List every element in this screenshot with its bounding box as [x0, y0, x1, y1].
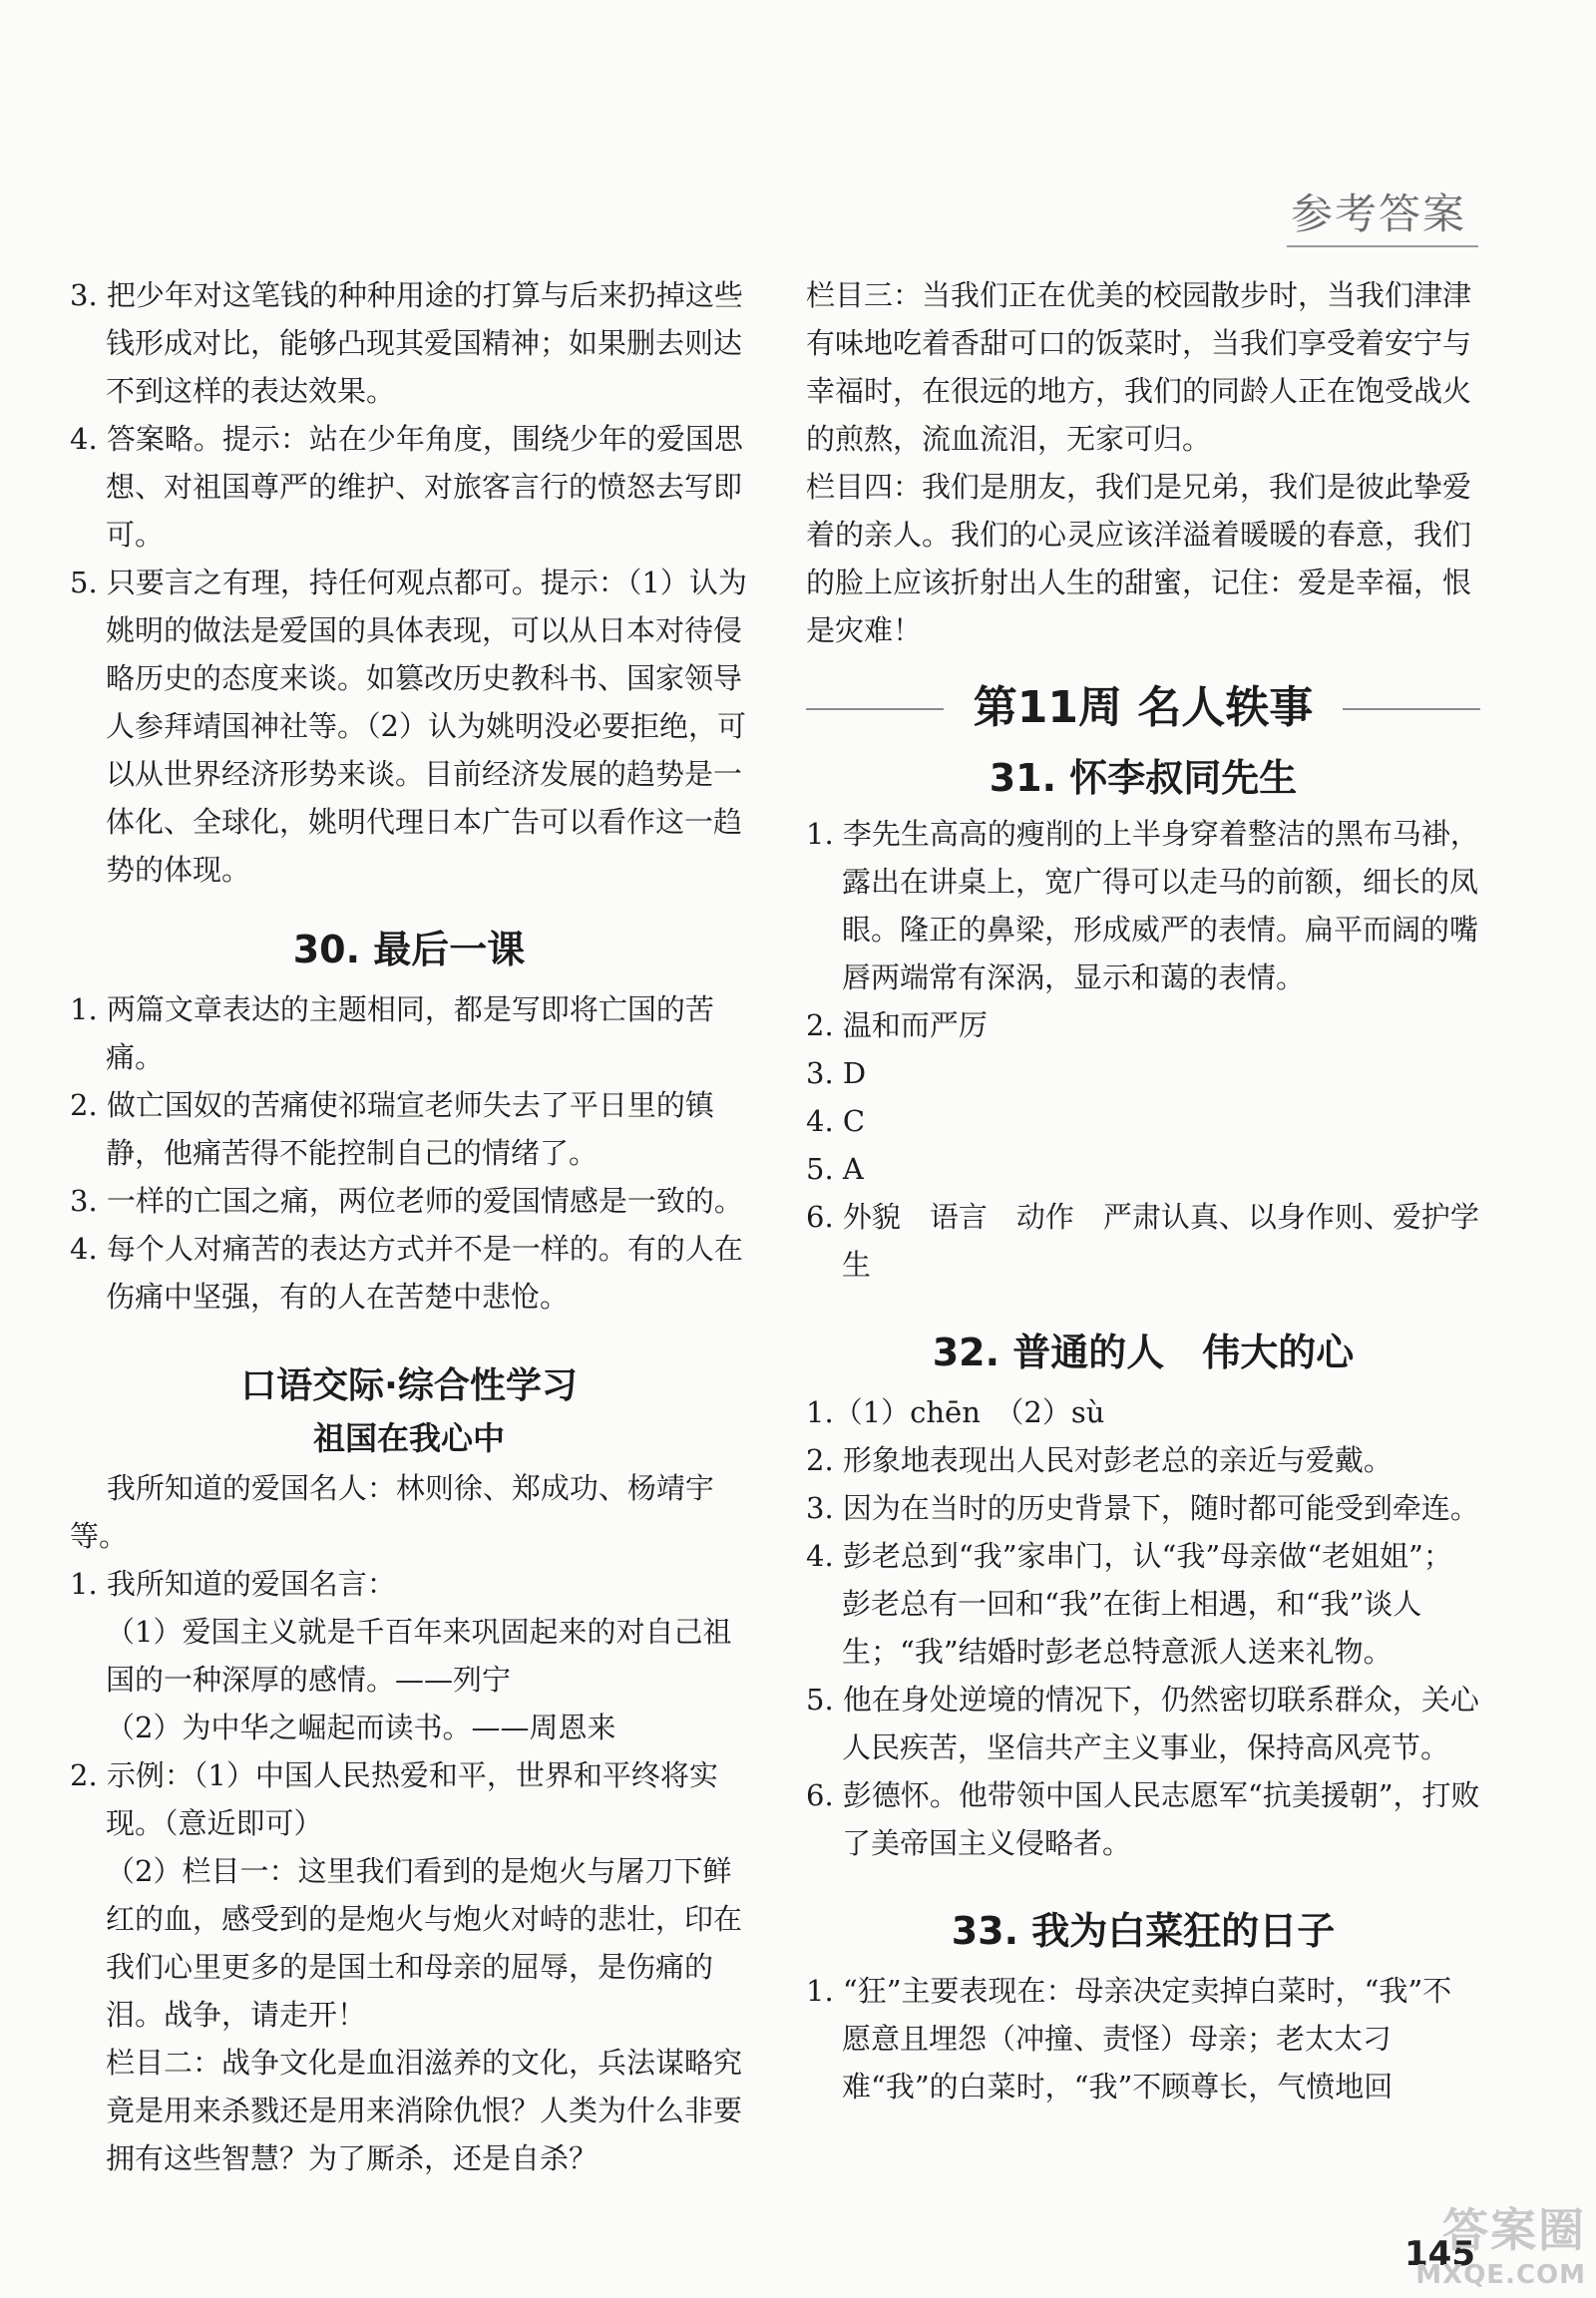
section-heading: 口语交际·综合性学习: [240, 1365, 578, 1406]
right-column: [806, 271, 1480, 2110]
answer-item: 栏目三：当我们正在优美的校园散步时，当我们津津有味地吃着香甜可口的饭菜时，当我们享受着安宁与幸福时，在很远的地方，我们的同龄人正在饱受战火的煎熬，流血流泪，无家可归。: [806, 278, 1472, 456]
answer-item: 5. 只要言之有理，持任何观点都可。提示：（1）认为姚明的做法是爱国的具体表现，可以从日本对待侵略历史的态度来谈。如篡改历史教科书、国家领导人参拜靖国神社等。（2）认为姚明没必要拒绝，可以从世界经济形势来谈。目前经济发展的趋势是一体化、全球化，姚明代理日本广告可以看作这一趋势的体现。: [70, 566, 747, 887]
lesson-heading: 33. 我为白菜狂的日子: [951, 1909, 1336, 1953]
answer-item: 2. 温和而严厉: [806, 1008, 988, 1042]
answer-item: 我所知道的爱国名人：林则徐、郑成功、杨靖宇等。: [70, 1471, 714, 1553]
answer-item: 5. 他在身处逆境的情况下，仍然密切联系群众，关心人民疾苦，坚信共产主义事业，保持高风亮节。: [806, 1683, 1479, 1764]
answer-item: （1）爱国主义就是千百年来巩固起来的对自己祖国的一种深厚的感情。——列宁: [106, 1615, 732, 1697]
answer-item: 6. 外貌 语言 动作 严肃认真、以身作则、爱护学生: [806, 1200, 1479, 1282]
section-subheading: 祖国在我心中: [312, 1419, 505, 1457]
answer-item: 3. 把少年对这笔钱的种种用途的打算与后来扔掉这些钱形成对比，能够凸现其爱国精神；如果删去则达不到这样的表达效果。: [70, 278, 743, 408]
answer-item: 3. 一样的亡国之痛，两位老师的爱国情感是一致的。: [70, 1184, 743, 1218]
week-heading: [806, 670, 1480, 746]
answer-item: 3. 因为在当时的历史背景下，随时都可能受到牵连。: [806, 1491, 1479, 1525]
header-rule: [1287, 245, 1478, 247]
answer-item: 2. 做亡国奴的苦痛使祁瑞宣老师失去了平日里的镇静，他痛苦得不能控制自己的情绪了。: [70, 1088, 714, 1170]
watermark-logo: 答案圈: [1442, 2203, 1586, 2257]
left-column: [70, 271, 748, 2182]
answer-item: （2）栏目一：这里我们看到的是炮火与屠刀下鲜红的血，感受到的是炮火与炮火对峙的悲壮，印在我们心里更多的是国土和母亲的屈辱，是伤痛的泪。战争，请走开！: [106, 1854, 743, 2032]
answer-item: 6. 彭德怀。他带领中国人民志愿军“抗美援朝”，打败了美帝国主义侵略者。: [806, 1778, 1480, 1860]
answer-item: 4. 答案略。提示：站在少年角度，围绕少年的爱国思想、对祖国尊严的维护、对旅客言行的愤怒去写即可。: [70, 422, 743, 552]
answer-item: 4. C: [806, 1104, 866, 1138]
answer-item: （2）为中华之崛起而读书。——周恩来: [106, 1711, 616, 1744]
answer-item: 1. 两篇文章表达的主题相同，都是写即将亡国的苦痛。: [70, 992, 714, 1074]
answer-item: 4. 每个人对痛苦的表达方式并不是一样的。有的人在伤痛中坚强，有的人在苦楚中悲怆。: [70, 1232, 743, 1314]
answer-item: 1. 我所知道的爱国名言：: [70, 1567, 396, 1601]
header-label: 参考答案: [1290, 190, 1466, 238]
answer-item: 栏目四：我们是朋友，我们是兄弟，我们是彼此挚爱着的亲人。我们的心灵应该洋溢着暖暖的春意，我们的脸上应该折射出人生的甜蜜，记住：爱是幸福，恨是灾难！: [806, 470, 1472, 647]
lesson-heading: 31. 怀李叔同先生: [989, 756, 1298, 800]
watermark-url: MXQE.COM: [1415, 2260, 1586, 2290]
answer-item: 栏目二：战争文化是血泪滋养的文化，兵法谋略究竟是用来杀戮还是用来消除仇恨？人类为什么非要拥有这些智慧？为了厮杀，还是自杀？: [106, 2046, 743, 2175]
answer-item: 3. D: [806, 1056, 867, 1090]
answer-item: 2. 形象地表现出人民对彭老总的亲近与爱戴。: [806, 1443, 1393, 1477]
watermark: [1415, 2194, 1586, 2290]
answer-item: 5. A: [806, 1152, 864, 1186]
answer-item: 1. “狂”主要表现在：母亲决定卖掉白菜时，“我”不愿意且埋怨（冲撞、责怪）母亲；老太太刁难“我”的白菜时，“我”不顾尊长，气愤地回: [806, 1974, 1452, 2104]
lesson-heading: 32. 普通的人 伟大的心: [932, 1331, 1355, 1374]
answer-item: 1.（1）chēn （2）sù: [806, 1395, 1105, 1429]
answer-item: 1. 李先生高高的瘦削的上半身穿着整洁的黑布马褂，露出在讲桌上，宽广得可以走马的前额，细长的凤眼。隆正的鼻梁，形成威严的表情。扁平而阔的嘴唇两端常有深涡，显示和蔼的表情。: [806, 817, 1479, 994]
answer-item: 4. 彭老总到“我”家串门，认“我”母亲做“老姐姐”；彭老总有一回和“我”在街上相遇，和“我”谈人生；“我”结婚时彭老总特意派人送来礼物。: [806, 1539, 1452, 1669]
lesson-heading: 30. 最后一课: [292, 928, 526, 971]
week-heading-text: 第11周 名人轶事: [944, 670, 1343, 746]
page-number: 145: [1404, 2234, 1475, 2274]
answer-item: 2. 示例：（1）中国人民热爱和平，世界和平终将实现。（意近即可）: [70, 1758, 718, 1840]
